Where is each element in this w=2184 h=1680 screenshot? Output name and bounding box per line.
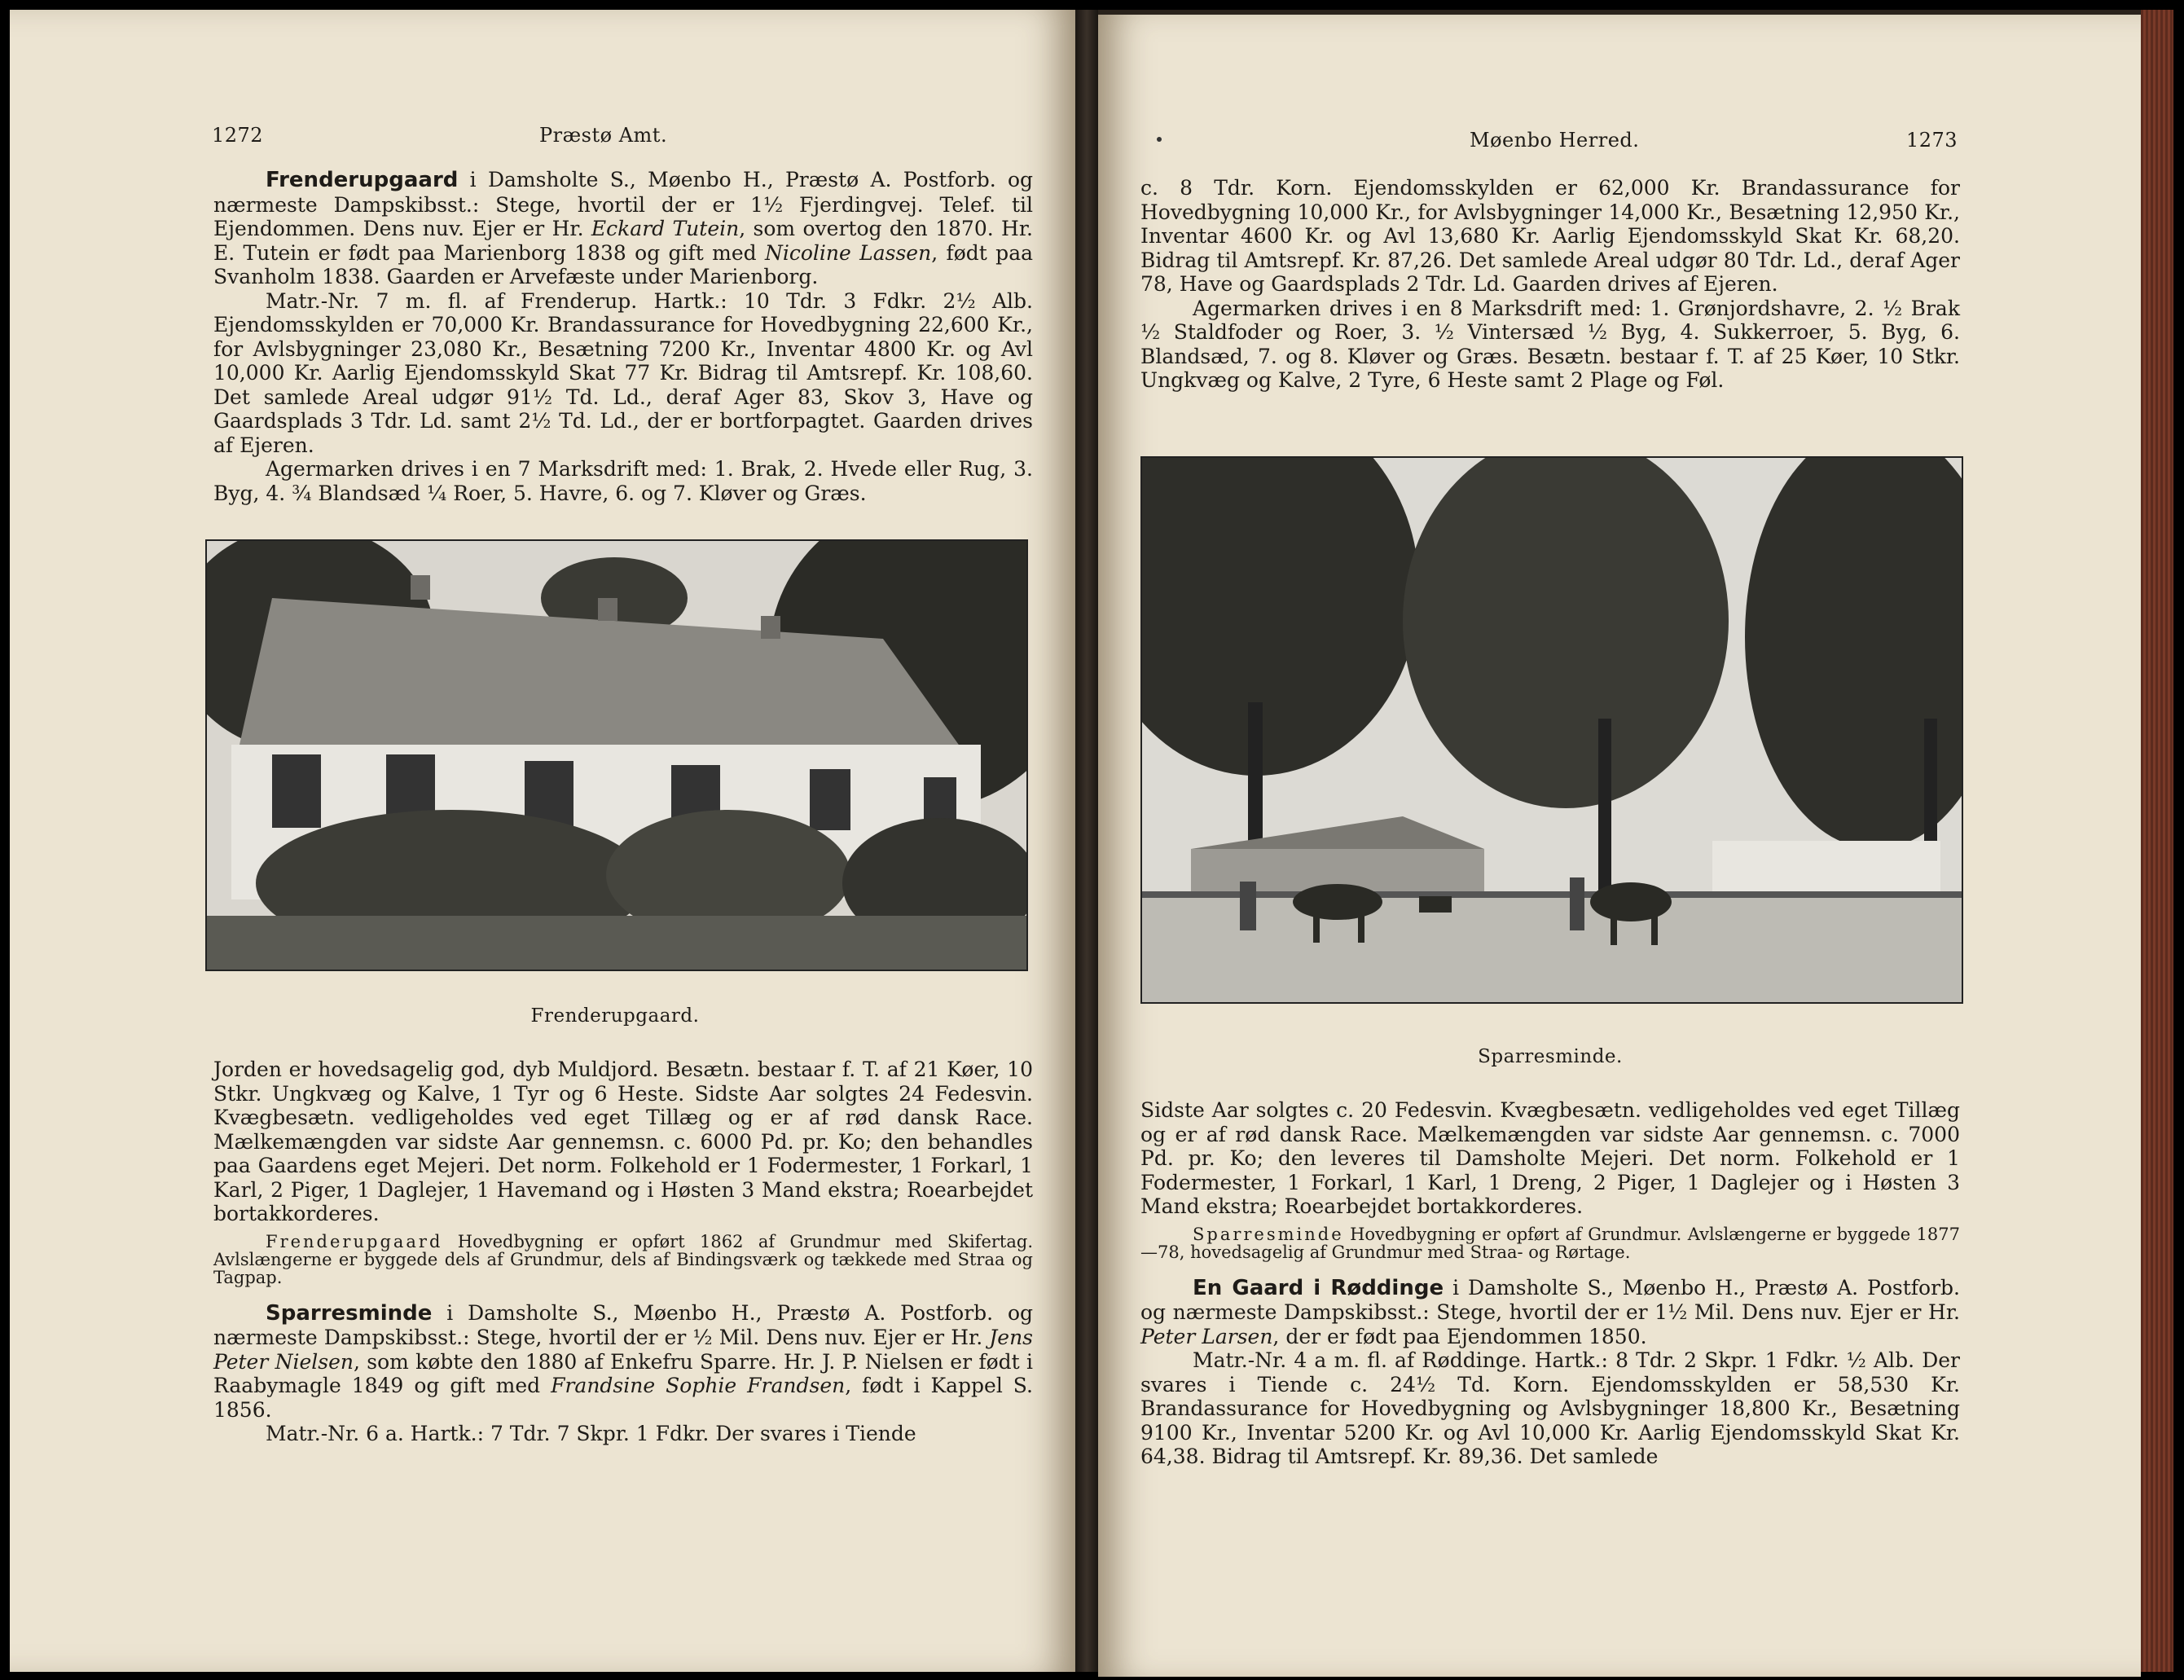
wife-name: Nicoline Lassen (765, 240, 932, 265)
right-page (1098, 10, 2141, 1677)
left-column-bottom (213, 1058, 1033, 1446)
photo-caption-frenderupgaard: Frenderupgaard. (530, 1005, 700, 1027)
sparresminde-buildings-note: Sparresminde Hovedbygning er opført af Grundmur. Avlslængerne er byggede 1877—78, hovedsagelig af Grundmur med Straa- og Rørtage. (1140, 1224, 1960, 1262)
right-column-bottom (1140, 1098, 1960, 1469)
book-cover-edge (2141, 10, 2173, 1672)
roddinge-matr: Matr.-Nr. 4 a m. fl. af Røddinge. Hartk.: 8 Tdr. 2 Skpr. 1 Fdkr. ½ Alb. Der svares i Tiende c. 24½ Td. Korn. Ejendomsskylden er 58,530 Kr. Brandassurance for Hovedbygning og Avlsbygninger 18,800 Kr., Besætning 9100 Kr., Inventar 5200 Kr. og Avl 10,000 Kr. Aarlig Ejendomsskyld Skat Kr. 64,38. Bidrag til Amtsrepf. Kr. 89,36. Det samlede (1140, 1348, 1960, 1468)
photo-frenderupgaard (205, 539, 1028, 971)
owner-name: Peter Larsen (1140, 1324, 1273, 1348)
owner-name: Eckard Tutein (591, 217, 740, 240)
running-head-right: Møenbo Herred. (1470, 129, 1640, 152)
farmhouse-photo (207, 541, 1026, 970)
book-spine (1075, 10, 1098, 1672)
roddinge-intro: En Gaard i Røddinge i Damsholte S., Møenbo H., Præstø A. Postforb. og nærmeste Dampskibsst.: Stege, hvortil der er 1½ Mil. Dens nuv. Ejer er Hr. Peter Larsen, der er født paa Ejendommen 1850. (1140, 1275, 1960, 1348)
frenderupgaard-crops: Agermarken drives i en 7 Marksdrift med: 1. Brak, 2. Hvede eller Rug, 3. Byg, 4. ¾ Blandsæd ¼ Roer, 5. Havre, 6. og 7. Kløver og Græs. (213, 457, 1033, 505)
entry-heading-roddinge: En Gaard i Røddinge (1193, 1275, 1444, 1300)
photo-caption-sparresminde: Sparresminde. (1478, 1046, 1623, 1067)
farmyard-photo (1142, 458, 1962, 1002)
frenderupgaard-buildings-note: Frenderupgaard Hovedbygning er opført 1862 af Grundmur med Skifertag. Avlslængerne er byggede dels af Grundmur, dels af Bindingsværk og tækkede med Straa og Tagpap. (213, 1231, 1033, 1287)
entry-heading-frenderupgaard: Frenderupgaard (266, 168, 459, 192)
right-column-top (1140, 176, 1960, 393)
sparresminde-intro: Sparresminde i Damsholte S., Møenbo H., Præstø A. Postforb. og nærmeste Dampskibsst.: Stege, hvortil der er ½ Mil. Dens nuv. Ejer er Hr. Jens Peter Nielsen, som købte den 1880 af Enkefru Sparre. Hr. J. P. Nielsen er født i Raabymagle 1849 og gift med Frandsine Sophie Frandsen, født i Kappel S. 1856. (213, 1300, 1033, 1422)
running-head-left: Præstø Amt. (539, 124, 668, 147)
owner-name: Jens Peter Nielsen (213, 1326, 1033, 1374)
printer-dot (1157, 137, 1162, 142)
sparresminde-crops: Agermarken drives i en 8 Marksdrift med: 1. Grønjordshavre, 2. ½ Brak ½ Staldfoder og Roer, 3. ½ Vintersæd ½ Byg, 4. Sukkerroer, 5. Byg, 6. Blandsæd, 7. og 8. Kløver og Græs. Besætn. bestaar f. T. af 25 Køer, 10 Stkr. Ungkvæg og Kalve, 2 Tyre, 6 Heste samt 2 Plage og Føl. (1140, 296, 1960, 392)
sparresminde-livestock: Sidste Aar solgtes c. 20 Fedesvin. Kvægbesætn. vedligeholdes ved eget Tillæg og er af rød dansk Race. Mælkemængden var sidste Aar gennemsn. c. 7000 Pd. pr. Ko; den leveres til Damsholte Mejeri. Det norm. Folkehold er 1 Fodermester, 1 Forkarl, 1 Karl, 1 Dreng, 2 Piger, 1 Daglejer og i Høsten 3 Mand ekstra; Roearbejdet bortakkorderes. (1140, 1098, 1960, 1218)
page-number-right: 1273 (1906, 129, 1958, 152)
frenderupgaard-intro: Frenderupgaard i Damsholte S., Møenbo H., Præstø A. Postforb. og nærmeste Dampskibsst.: Stege, hvortil der er 1½ Fjerdingvej. Telef. til Ejendommen. Dens nuv. Ejer er Hr. Eckard Tutein, som overtog den 1870. Hr. E. Tutein er født paa Marienborg 1838 og gift med Nicoline Lassen, født paa Svanholm 1838. Gaarden er Arvefæste under Marienborg. (213, 168, 1034, 288)
frenderupgaard-soil: Jorden er hovedsagelig god, dyb Muldjord. Besætn. bestaar f. T. af 21 Køer, 10 Stkr. Ungkvæg og Kalve, 1 Tyr og 6 Heste. Sidste Aar solgtes 24 Fedesvin. Kvægbesætn. vedligeholdes ved eget Tillæg og er af rød dansk Race. Mælkemængden var sidste Aar gennemsn. c. 6000 Pd. pr. Ko; den behandles paa Gaardens eget Mejeri. Det norm. Folkehold er 1 Fodermester, 1 Forkarl, 1 Karl, 2 Piger, 1 Daglejer, 1 Havemand og i Høsten 3 Mand ekstra; Roearbejdet bortakkorderes. (213, 1058, 1033, 1225)
frenderupgaard-details: Matr.-Nr. 7 m. fl. af Frenderup. Hartk.: 10 Tdr. 3 Fdkr. 2½ Alb. Ejendomsskylden er 70,000 Kr. Brandassurance for Hovedbygning 22,600 Kr., for Avlsbygninger 23,080 Kr., Besætning 7200 Kr., Inventar 4800 Kr. og Avl 10,000 Kr. Aarlig Ejendomsskyld Skat 77 Kr. Bidrag til Amtsrepf. Kr. 108,60. Det samlede Areal udgør 91½ Td. Ld., deraf Ager 83, Skov 3, Have og Gaardsplads 3 Tdr. Ld. samt 2½ Td. Ld., der er bortforpagtet. Gaarden drives af Ejeren. (213, 288, 1033, 457)
sparresminde-matr: Matr.-Nr. 6 a. Hartk.: 7 Tdr. 7 Skpr. 1 Fdkr. Der svares i Tiende (266, 1422, 916, 1445)
page-number-left: 1272 (212, 124, 264, 147)
left-column-top (213, 168, 1033, 505)
left-page (10, 10, 1075, 1672)
entry-heading-sparresminde: Sparresminde (266, 1300, 433, 1326)
wife-name: Frandsine Sophie Frandsen (551, 1374, 846, 1397)
photo-sparresminde (1140, 456, 1963, 1004)
sparresminde-continued: c. 8 Tdr. Korn. Ejendomsskylden er 62,000 Kr. Brandassurance for Hovedbygning 10,000 Kr., for Avlsbygninger 14,000 Kr., Besætning 12,950 Kr., Inventar 4600 Kr. og Avl 13,680 Kr. Aarlig Ejendomsskyld Skat Kr. 68,20. Bidrag til Amtsrepf. Kr. 87,26. Det samlede Areal udgør 80 Tdr. Ld., deraf Ager 78, Have og Gaardsplads 2 Tdr. Ld. Gaarden drives af Ejeren. (1140, 176, 1960, 296)
